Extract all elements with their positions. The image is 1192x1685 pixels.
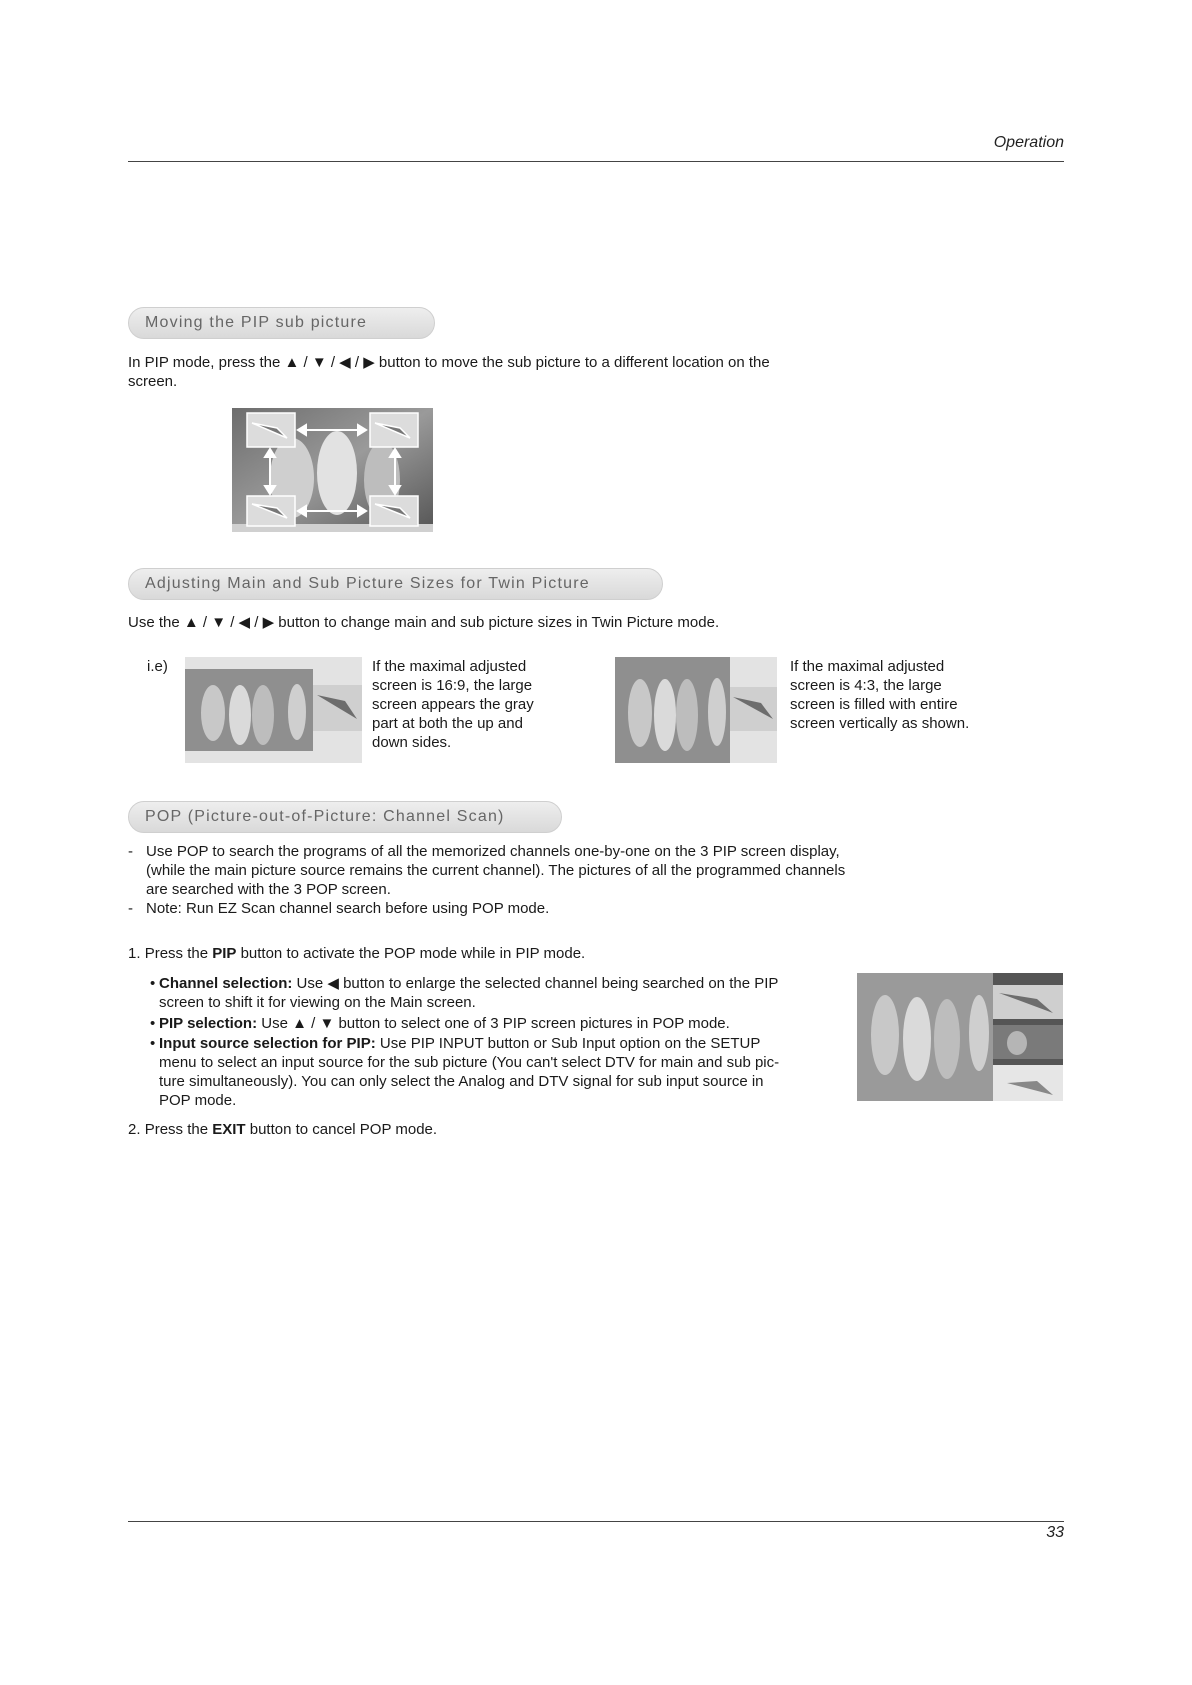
sub-picture-top-right — [370, 413, 418, 447]
caption-line: screen is filled with entire — [790, 696, 958, 713]
pip-button-name: PIP — [212, 945, 237, 962]
caption-line: If the maximal adjusted — [372, 658, 527, 675]
step-text-pre: Press the — [144, 945, 213, 962]
sub-picture-bottom-right — [370, 496, 418, 526]
running-header: Operation — [993, 134, 1064, 151]
step-text-post: button to activate the POP mode while in PIP mode. — [236, 945, 586, 962]
bullet-line: screen to shift it for viewing on the Main screen. — [159, 994, 476, 1011]
dash-line: (while the main picture source remains the current channel). The pictures of all the programmed channels — [146, 862, 846, 879]
footer-rule — [128, 1521, 1064, 1522]
step-number: 1. — [128, 945, 141, 962]
caption-line: If the maximal adjusted — [790, 658, 945, 675]
bullet-line: Use ▲ / ▼ button to select one of 3 PIP screen pictures in POP mode. — [257, 1015, 730, 1032]
twin-picture-169-illustration — [185, 657, 362, 763]
bullet-label: Channel selection: — [159, 975, 293, 992]
caption-line: screen appears the gray — [372, 696, 534, 713]
pop-sub-screen-2 — [993, 1019, 1063, 1059]
bullet-line: menu to select an input source for the sub picture (You can't select DTV for main and sub pic- — [159, 1054, 780, 1071]
pop-sub-screen-3 — [993, 1059, 1063, 1101]
caption-43 — [790, 657, 1010, 733]
move-pip-body — [128, 353, 1028, 391]
pop-screen-illustration — [857, 973, 1063, 1101]
sub-picture-top-left — [247, 413, 295, 447]
caption-line: screen is 16:9, the large — [372, 677, 533, 694]
bullet-label: PIP selection: — [159, 1015, 258, 1032]
pop-bullet-pip-selection: • PIP selection: Use ▲ / ▼ button to select one of 3 PIP screen pictures in POP mode. — [150, 1015, 730, 1032]
step-number: 2. — [128, 1121, 141, 1138]
body-line: screen. — [128, 373, 178, 390]
bullet-line: Use PIP INPUT button or Sub Input option on the SETUP — [375, 1035, 761, 1052]
caption-line: down sides. — [372, 734, 452, 751]
pop-step-1 — [128, 944, 585, 963]
bullet-line: Use ◀ button to enlarge the selected channel being searched on the PIP — [292, 975, 779, 992]
dash-line: Use POP to search the programs of all the memorized channels one-by-one on the 3 PIP screen display, — [146, 843, 840, 860]
ie-label: i.e) — [147, 658, 168, 675]
section-heading-pop — [128, 801, 562, 833]
bullet-line: ture simultaneously). You can only select the Analog and DTV signal for sub input source in — [159, 1073, 764, 1090]
caption-line: part at both the up and — [372, 715, 523, 732]
pop-sub-screen-1 — [993, 973, 1063, 1019]
section-heading-label: Adjusting Main and Sub Picture Sizes for Twin Picture — [145, 575, 590, 592]
pop-step-2 — [128, 1120, 437, 1139]
pop-dash-item-1: - Use POP to search the programs of all the memorized channels one-by-one on the 3 PIP screen display, (while the main picture source remains the current channel). The pictures of all the programmed channels are searched with the 3 POP screen. — [128, 843, 846, 898]
pop-dash-item-2: - Note: Run EZ Scan channel search before using POP mode. — [128, 899, 928, 918]
pop-bullet-input-source: • Input source selection for PIP: Use PIP INPUT button or Sub Input option on the SETUP menu to select an input source for the sub picture (You can't select DTV for main and sub pic- ture simultaneously). You can only select the Analog and DTV signal for sub input source in POP mode. — [150, 1035, 780, 1109]
body-line: In PIP mode, press the ▲ / ▼ / ◀ / ▶ button to move the sub picture to a different location on the — [128, 354, 770, 371]
caption-line: screen vertically as shown. — [790, 715, 970, 732]
caption-line: screen is 4:3, the large — [790, 677, 942, 694]
pip-positions-illustration — [232, 408, 433, 532]
page-number: 33 — [1046, 1524, 1064, 1541]
dash-line: Note: Run EZ Scan channel search before using POP mode. — [146, 900, 550, 917]
step-text-post: button to cancel POP mode. — [245, 1121, 438, 1138]
section-heading-label: Moving the PIP sub picture — [145, 314, 368, 331]
adjust-body: Use the ▲ / ▼ / ◀ / ▶ button to change main and sub picture sizes in Twin Picture mode. — [128, 614, 720, 631]
dash-line: are searched with the 3 POP screen. — [146, 881, 391, 898]
section-heading-move-pip — [128, 307, 435, 339]
bullet-line: POP mode. — [159, 1092, 237, 1109]
section-heading-label: POP (Picture-out-of-Picture: Channel Scan) — [145, 808, 505, 825]
twin-picture-43-illustration — [615, 657, 777, 763]
step-text-pre: Press the — [144, 1121, 213, 1138]
exit-button-name: EXIT — [212, 1121, 246, 1138]
section-heading-adjust-sizes — [128, 568, 663, 600]
header-rule — [128, 161, 1064, 162]
caption-169 — [372, 657, 572, 752]
pop-bullet-channel-selection: • Channel selection: Use ◀ button to enlarge the selected channel being searched on the PIP screen to shift it for viewing on the Main screen. — [150, 975, 779, 1011]
sub-picture-bottom-left — [247, 496, 295, 526]
bullet-label: Input source selection for PIP: — [159, 1035, 376, 1052]
